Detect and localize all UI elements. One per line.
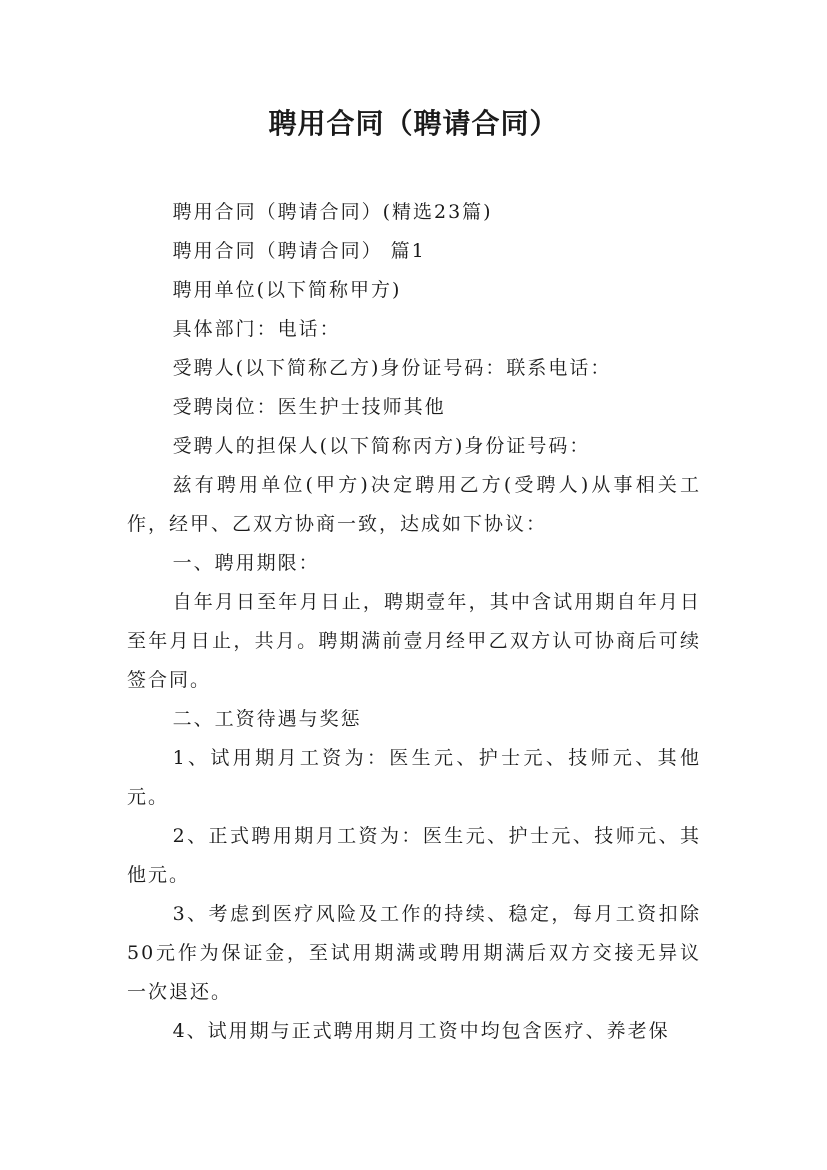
paragraph-employee: 受聘人(以下简称乙方)身份证号码：联系电话： bbox=[172, 357, 612, 379]
document-title: 聘用合同（聘请合同） bbox=[268, 107, 559, 140]
paragraph-deposit: 3、考虑到医疗风险及工作的持续、稳定，每月工资扣除50元作为保证金，至试用期满或聘用期满后双方交接无异议一次退还。 bbox=[127, 903, 701, 1003]
paragraph-agreement-intro: 兹有聘用单位(甲方)决定聘用乙方(受聘人)从事相关工作，经甲、乙双方协商一致，达成如下协议： bbox=[127, 474, 701, 535]
document-body bbox=[127, 193, 701, 1051]
paragraph-salary-probation: 1、试用期月工资为：医生元、护士元、技师元、其他元。 bbox=[127, 747, 701, 808]
paragraph-heading-salary: 二、工资待遇与奖惩 bbox=[172, 708, 362, 730]
paragraph-insurance: 4、试用期与正式聘用期月工资中均包含医疗、养老保 bbox=[172, 1020, 670, 1042]
paragraph-heading-term: 一、聘用期限： bbox=[172, 552, 320, 574]
paragraph-subtitle: 聘用合同（聘请合同）(精选23篇) bbox=[172, 201, 493, 223]
paragraph-position: 受聘岗位：医生护士技师其他 bbox=[172, 396, 446, 418]
paragraph-salary-formal: 2、正式聘用期月工资为：医生元、护士元、技师元、其他元。 bbox=[127, 825, 701, 886]
paragraph-term-details: 自年月日至年月日止，聘期壹年，其中含试用期自年月日至年月日止，共月。聘期满前壹月经甲乙双方认可协商后可续签合同。 bbox=[127, 591, 701, 691]
paragraph-department: 具体部门：电话： bbox=[172, 318, 341, 340]
paragraph-guarantor: 受聘人的担保人(以下简称丙方)身份证号码： bbox=[172, 435, 591, 457]
paragraph-section-heading: 聘用合同（聘请合同） 篇1 bbox=[172, 240, 426, 262]
paragraph-employer: 聘用单位(以下简称甲方) bbox=[172, 279, 402, 301]
